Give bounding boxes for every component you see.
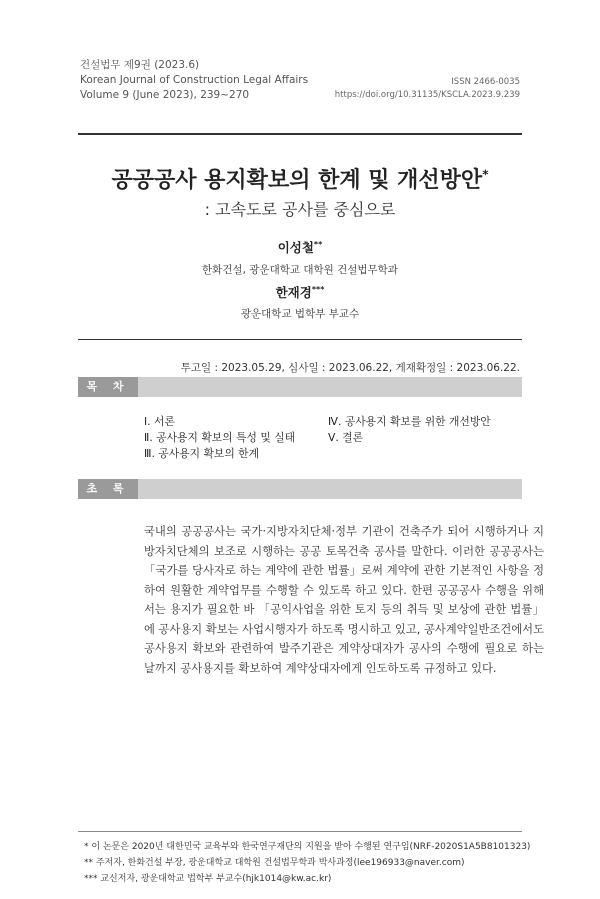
journal-name-korean: 건설법무 제9권 (2023.6) [80,59,200,71]
doi-link[interactable]: https://doi.org/10.31135/KSCLA.2023.9.239 [334,90,520,100]
abstract-body [144,522,544,678]
paper-title [0,163,600,194]
footnote-2: ** 주저자, 한화건설 부장, 광운대학교 대학원 건설법무학과 박사과정(lee196933@naver.com) [84,858,465,868]
toc-item-3: Ⅲ. 공사용지 확보의 한계 [144,447,260,460]
toc-item-1: Ⅰ. 서론 [144,415,175,428]
footnote-1: * 이 논문은 2020년 대한민국 교육부와 한국연구재단의 지원을 받아 수행된 연구임(NRF-2020S1A5B8101323) [84,842,531,852]
journal-identifiers [335,76,520,102]
abstract-bar [78,479,522,499]
author-2-name: 한재경 [275,285,312,300]
toc-bar [78,377,522,397]
abstract-label: 초 록 [78,479,138,499]
author-1-affiliation: 한화건설, 광운대학교 대학원 건설법무학과 [202,264,398,276]
footnote-3: *** 교신저자, 광운대학교 법학부 부교수(hjk1014@kw.ac.kr) [84,874,332,884]
footnote-rule [78,831,522,832]
paper-title-text: 공공공사 용지확보의 한계 및 개선방안 [111,168,483,193]
toc-item-5: Ⅴ. 결론 [328,431,364,444]
header-rule [78,133,522,135]
author-2-mark: *** [311,284,325,294]
issn: ISSN 2466-0035 [451,77,520,87]
toc-item-4: Ⅳ. 공사용지 확보를 위한 개선방안 [328,415,491,428]
journal-volume: Volume 9 (June 2023), 239~270 [80,89,250,101]
paper-subtitle: : 고속도로 공사를 중심으로 [204,200,396,219]
author-2 [0,283,600,301]
title-footnote-mark: * [482,167,489,182]
author-1 [0,238,600,256]
author-2-affiliation: 광운대학교 법학부 부교수 [240,308,360,320]
toc-label: 목 차 [78,377,138,397]
journal-header [80,58,308,103]
submission-dates: 투고일 : 2023.05.29, 심사일 : 2023.06.22, 게재확정일 : 2023.06.22. [180,362,520,374]
author-1-name: 이성철 [277,240,314,255]
section-rule [78,339,522,340]
author-1-mark: ** [313,239,323,249]
toc-item-2: Ⅱ. 공사용지 확보의 특성 및 실태 [144,431,296,444]
journal-name-english: Korean Journal of Construction Legal Affairs [80,74,309,86]
abstract-text: 국내의 공공공사는 국가·지방자치단체·정부 기관이 건축주가 되어 시행하거나 지방자치단체의 보조로 시행하는 공공 토목건축 공사를 말한다. 이러한 공공공사는 「국가를 당사자로 하는 계약에 관한 법률」로써 계약에 관한 기본적인 사항을 정하여 원활한 계약업무를 수행할 수 있도록 하고 있다. 한편 공공공사 수행을 위해서는 용지가 필요한 바 「공익사업을 위한 토지 등의 취득 및 보상에 관한 법률」에 공사용지 확보는 사업시행자가 하도록 명시하고 있고, 공사계약일반조건에서도 공사용지 확보와 관련하여 발주기관은 계약상대자가 공사의 수행에 필요로 하는 날까지 공사용지를 확보하여 계약상대자에게 인도하도록 규정하고 있다. [144,525,544,675]
